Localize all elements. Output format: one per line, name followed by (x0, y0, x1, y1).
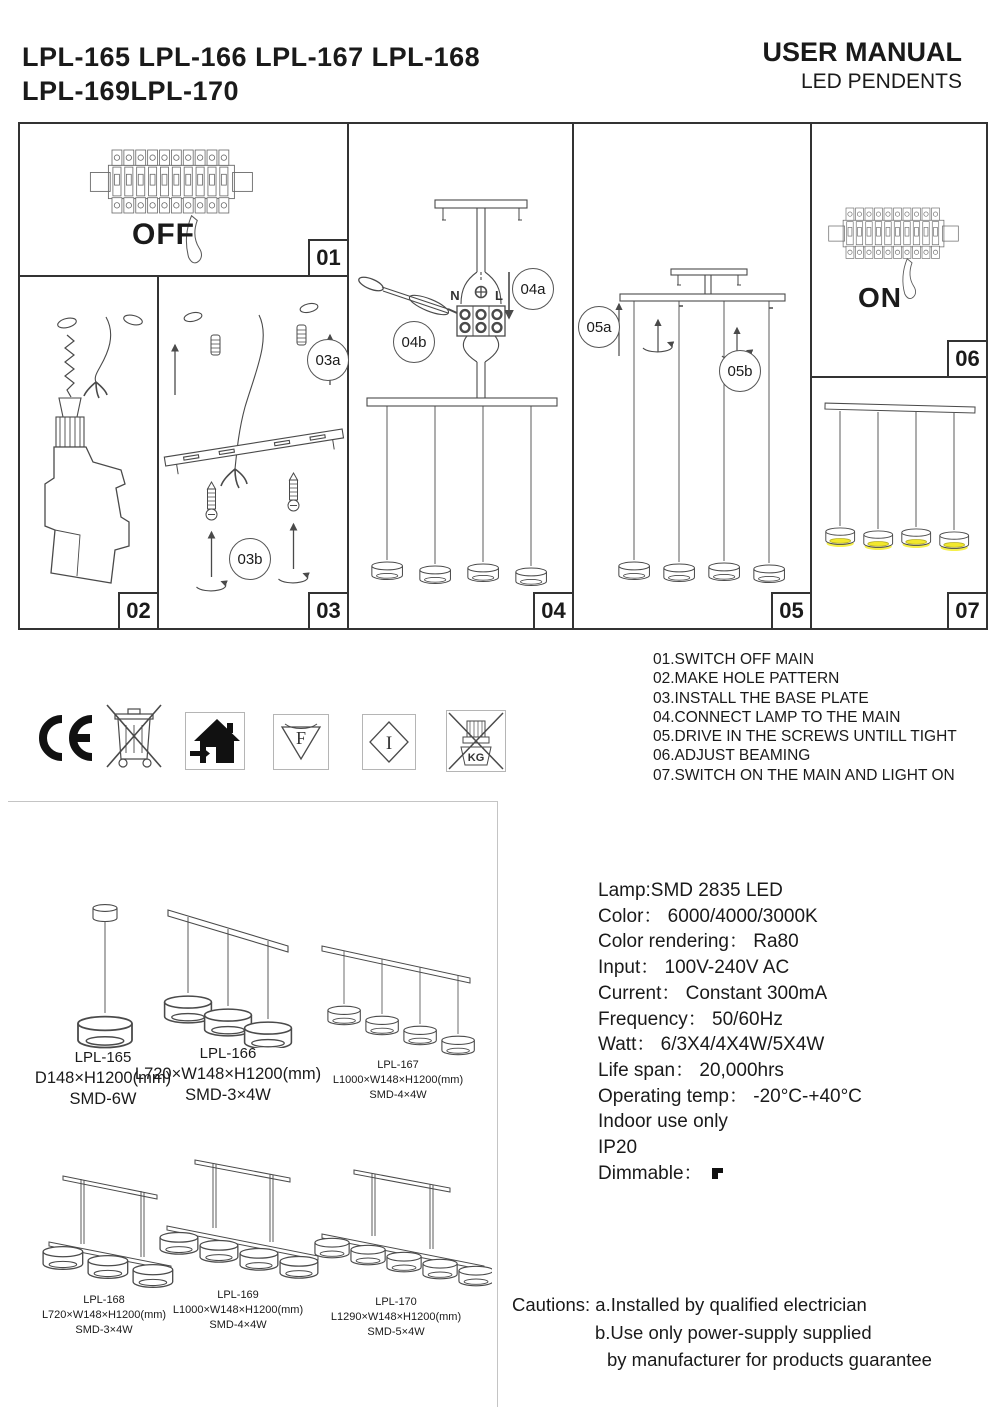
spec-current: Current： Constant 300mA (598, 982, 828, 1004)
spec-indoor-use: Indoor use only (598, 1111, 728, 1133)
step-item: 07.SWITCH ON THE MAIN AND LIGHT ON (653, 766, 955, 784)
product-wattage: SMD-4×4W (369, 1088, 427, 1101)
product-dimensions: D148×H1200(mm) (34, 1068, 172, 1087)
manual-subtitle: LED PENDENTS (800, 70, 962, 93)
ce-mark-icon (38, 714, 96, 762)
on-label: ON (858, 282, 902, 313)
product-model: LPL-167 (377, 1059, 419, 1071)
spec-color: Color： 6000/4000/3000K (598, 905, 818, 927)
panel-01-switch-off (20, 124, 349, 277)
product-model: LPL-166 (199, 1045, 257, 1062)
step-item: 04.CONNECT LAMP TO THE MAIN (653, 708, 901, 726)
step-item: 02.MAKE HOLE PATTERN (653, 670, 840, 688)
panel-02-number: 02 (118, 592, 157, 628)
product-wattage: SMD-3×4W (185, 1085, 271, 1104)
product-dimensions: L1000×W148×H1200(mm) (172, 1303, 304, 1316)
model-list-line1: LPL-165 LPL-166 LPL-167 LPL-168 (22, 42, 481, 72)
product-model: LPL-168 (83, 1294, 125, 1306)
weee-bin-icon (106, 703, 162, 771)
spec-watt: Watt： 6/3X4/4X4W/5X4W (598, 1034, 825, 1056)
spec-input: Input： 100V-240V AC (598, 957, 790, 979)
product-wattage: SMD-5×4W (367, 1325, 425, 1338)
panel-06-number: 06 (947, 340, 986, 376)
lpl-166-drawing (148, 898, 308, 1048)
page-title (22, 40, 480, 108)
cautions-block (512, 1291, 932, 1374)
section-divider-horizontal (8, 801, 497, 802)
product-caption-lpl-167 (333, 1058, 463, 1103)
step-item: 06.ADJUST BEAMING (653, 747, 811, 765)
lit-pendant-illustration (812, 378, 986, 628)
panel-05-number: 05 (771, 592, 810, 628)
manual-title: USER MANUAL (762, 37, 962, 67)
product-wattage: SMD-4×4W (209, 1318, 267, 1331)
panel-03-base-plate (159, 277, 349, 628)
spec-lamp: Lamp:SMD 2835 LED (598, 880, 783, 901)
callout-03b: 03b (229, 538, 271, 580)
callout-05a: 05a (578, 306, 620, 348)
f-symbol-letter: F (295, 728, 307, 748)
step-item: 01.SWITCH OFF MAIN (653, 651, 815, 668)
product-caption-lpl-168 (42, 1293, 166, 1338)
kg-limit-icon (446, 710, 506, 772)
caution-a: a.Installed by qualified electrician (595, 1294, 867, 1315)
step-item: 05.DRIVE IN THE SCREWS UNTILL TIGHT (653, 728, 957, 746)
product-wattage: SMD-6W (69, 1089, 137, 1108)
panel-02-hole-pattern (20, 277, 159, 628)
cautions-label: Cautions: (512, 1294, 591, 1315)
spec-dimmable: Dimmable： (598, 1162, 703, 1184)
callout-03a: 03a (307, 339, 349, 381)
screw-adjust-illustration (574, 124, 810, 628)
callout-04b: 04b (393, 321, 435, 363)
instruction-diagram-grid (18, 122, 988, 630)
manual-heading (662, 37, 962, 94)
panel-01-number: 01 (308, 239, 347, 275)
specifications-list (598, 878, 862, 1186)
model-list-line2: LPL-169LPL-170 (22, 76, 240, 106)
callout-04a: 04a (512, 268, 554, 310)
drill-illustration (20, 277, 157, 628)
off-label: OFF (132, 218, 195, 251)
product-dimensions: L720×W148×H1200(mm) (134, 1064, 322, 1083)
i-symbol-letter: I (385, 733, 393, 754)
panel-03-number: 03 (308, 592, 347, 628)
product-model: LPL-169 (217, 1289, 259, 1301)
product-caption-lpl-170 (331, 1295, 461, 1340)
product-dimensions: L1290×W148×H1200(mm) (330, 1310, 462, 1323)
caution-b: b.Use only power-supply supplied (595, 1321, 872, 1343)
panel-04-connect-lamp (349, 124, 574, 628)
step-item: 03.INSTALL THE BASE PLATE (653, 689, 869, 707)
spec-color-rendering: Color rendering： Ra80 (598, 931, 799, 953)
spec-operating-temp: Operating temp： -20°C-+40°C (598, 1085, 862, 1107)
kg-symbol-letters: KG (467, 752, 485, 764)
panel-07-number: 07 (947, 592, 986, 628)
product-model: LPL-170 (375, 1296, 417, 1308)
panel-04-number: 04 (533, 592, 572, 628)
product-model: LPL-165 (74, 1049, 132, 1066)
product-dimensions: L1000×W148×H1200(mm) (332, 1073, 464, 1086)
product-wattage: SMD-3×4W (75, 1323, 133, 1336)
lpl-169-drawing (155, 1148, 330, 1283)
breaker-on-illustration (812, 124, 986, 376)
terminal-l-label: L (495, 288, 503, 303)
dimmable-icon (711, 1167, 724, 1180)
lpl-167-drawing (310, 938, 485, 1058)
product-caption-lpl-166 (135, 1044, 321, 1106)
panel-07-light-on (812, 378, 986, 628)
panel-06-switch-on (812, 124, 986, 378)
terminal-n-label: N (450, 288, 460, 303)
lpl-165-drawing (62, 898, 147, 1050)
product-caption-lpl-169 (173, 1288, 303, 1333)
callout-05b: 05b (719, 350, 761, 392)
section-divider-vertical (497, 801, 498, 1407)
spec-life-span: Life span： 20,000hrs (598, 1059, 784, 1081)
i-symbol-icon (362, 714, 416, 770)
breaker-off-illustration (20, 124, 347, 275)
indoor-use-icon (185, 712, 245, 770)
spec-ip-rating: IP20 (598, 1137, 638, 1159)
caution-c: by manufacturer for products guarantee (607, 1349, 932, 1370)
panel-05-drive-screws (574, 124, 812, 628)
wiring-illustration (349, 124, 572, 628)
product-dimensions: L720×W148×H1200(mm) (41, 1308, 167, 1321)
spec-frequency: Frequency： 50/60Hz (598, 1008, 783, 1030)
lpl-170-drawing (312, 1156, 492, 1291)
installation-steps (653, 650, 957, 785)
f-symbol-icon (273, 714, 329, 770)
